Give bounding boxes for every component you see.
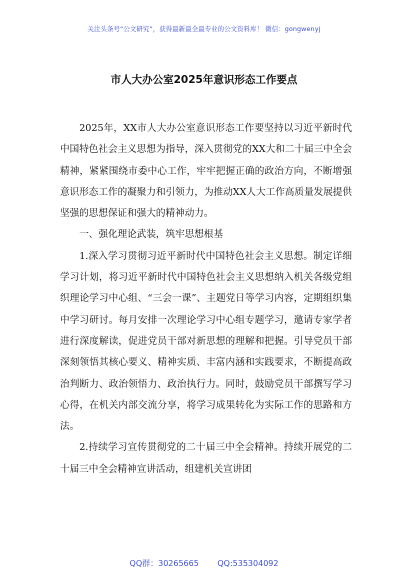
document-title: 市人大办公室2025年意识形态工作要点 — [110, 74, 298, 86]
section-heading: 一、强化理论武装，筑牢思想根基 — [79, 229, 224, 241]
footer-contact — [0, 558, 408, 569]
qq-group: QQ群：30265665 — [129, 559, 199, 568]
qq-number: QQ:535304092 — [217, 559, 279, 568]
header-banner: 关注头条号“公文研究”，获得最新最全最专业的公文资料库！ 微信：gongwenyj — [87, 25, 321, 33]
intro-paragraph: 2025年，XX市人大办公室意识形态工作要坚持以习近平新时代中国特色社会主义思想为指导，深入贯彻党的XX大和二十届三中全会精神，紧紧围绕市委中心工作，牢牢把握正确的政治方向，不断增强意识形态工作的凝聚力和引领力，为推动XX人大工作高质量发展提供坚强的思想保证和强大的精神动力。 — [60, 123, 352, 220]
body-paragraph-1: 1.深入学习贯彻习近平新时代中国特色社会主义思想。制定详细学习计划，将习近平新时代中国特色社会主义思想纳入机关各级党组织理论学习中心组、“三会一课”、主题党日等学习内容，定期组织集中学习研讨。每月安排一次理论学习中心组专题学习，邀请专家学者进行深度解读，促进党员干部对新思想的理解和把握。引导党员干部深刻领悟其核心要义、精神实质、丰富内涵和实践要求，不断提高政治判断力、政治领悟力、政治执行力。同时，鼓励党员干部撰写学习心得，在机关内部交流分享，将学习成果转化为实际工作的思路和方法。 — [60, 250, 352, 433]
body-paragraph-2: 2.持续学习宣传贯彻党的二十届三中全会精神。持续开展党的二十届三中全会精神宣讲活动，组建机关宣讲团 — [60, 442, 352, 475]
document-body — [60, 118, 352, 480]
